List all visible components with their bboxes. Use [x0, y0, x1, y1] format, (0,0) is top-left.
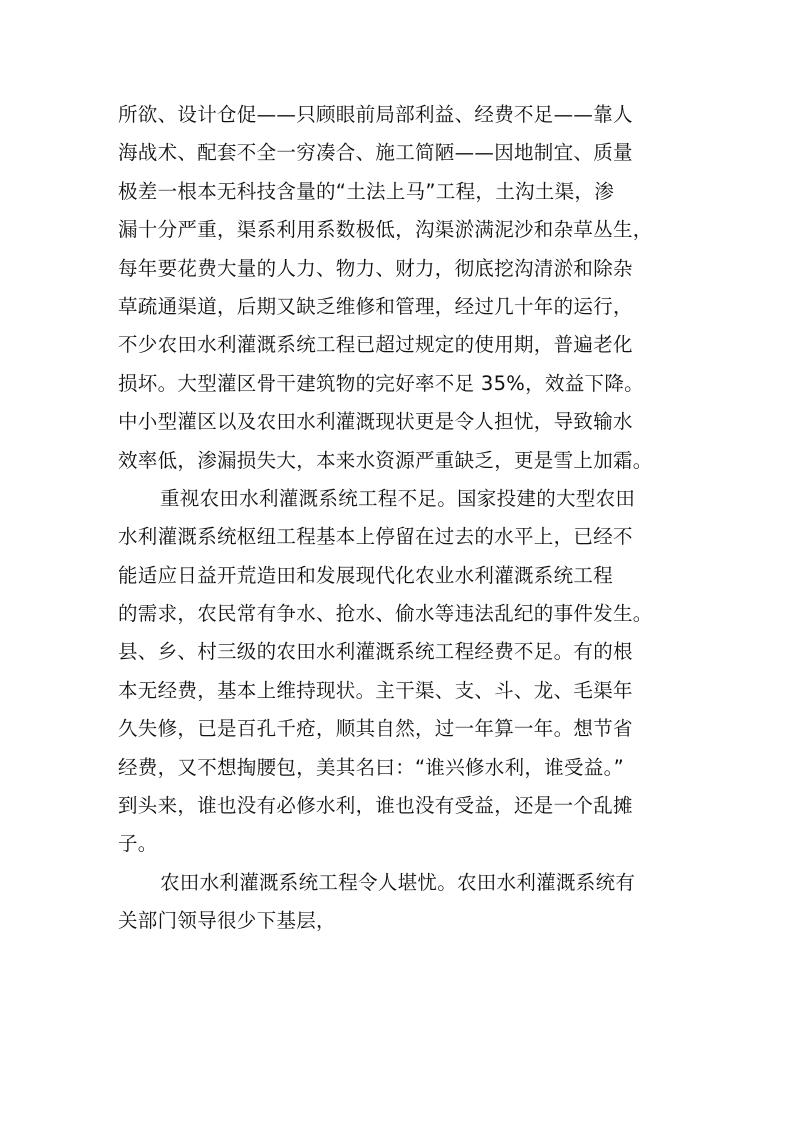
text-line: 漏十分严重，渠系利用系数极低，沟渠淤满泥沙和杂草丛生，	[118, 218, 653, 242]
text-line: 经费，又不想掏腰包，美其名曰：“谁兴修水利，谁受益。”	[118, 755, 625, 779]
paragraph-start-line: 农田水利灌溉系统工程令人堪忧。农田水利灌溉系统有	[160, 870, 636, 894]
text-line: 水利灌溉系统枢纽工程基本上停留在过去的水平上，已经不	[118, 525, 633, 549]
text-line: 草疏通渠道，后期又缺乏维修和管理，经过几十年的运行，	[118, 294, 633, 318]
text-line: 中小型灌区以及农田水利灌溉现状更是令人担忧，导致输水	[118, 410, 633, 434]
text-line: 损坏。大型灌区骨干建筑物的完好率不足 35%，效益下降。	[118, 371, 644, 395]
text-line: 每年要花费大量的人力、物力、财力，彻底挖沟清淤和除杂	[118, 256, 633, 280]
text-line: 极差一根本无科技含量的“土法上马”工程，土沟土渠，渗	[118, 179, 615, 203]
text-line: 海战术、配套不全一穷凑合、施工简陋——因地制宜、质量	[118, 141, 633, 165]
text-line: 效率低，渗漏损失大，本来水资源严重缺乏，更是雪上加霜。	[118, 448, 653, 472]
body-text	[118, 96, 680, 941]
paragraph-start-line: 重视农田水利灌溉系统工程不足。国家投建的大型农田	[160, 486, 636, 510]
text-line: 子。	[118, 832, 158, 856]
text-line: 关部门领导很少下基层，	[118, 909, 336, 933]
text-line: 到头来，谁也没有必修水利，谁也没有受益，还是一个乱摊	[118, 794, 633, 818]
text-line: 久失修，已是百孔千疮，顺其自然，过一年算一年。想节省	[118, 717, 633, 741]
text-line: 县、乡、村三级的农田水利灌溉系统工程经费不足。有的根	[118, 640, 633, 664]
text-line: 的需求，农民常有争水、抢水、偷水等违法乱纪的事件发生。	[118, 602, 653, 626]
text-line: 所欲、设计仓促——只顾眼前局部利益、经费不足——靠人	[118, 103, 633, 126]
text-line: 不少农田水利灌溉系统工程已超过规定的使用期，普遍老化	[118, 333, 633, 357]
text-line: 本无经费，基本上维持现状。主干渠、支、斗、龙、毛渠年	[118, 678, 633, 702]
text-line: 能适应日益开荒造田和发展现代化农业水利灌溉系统工程	[118, 563, 614, 587]
